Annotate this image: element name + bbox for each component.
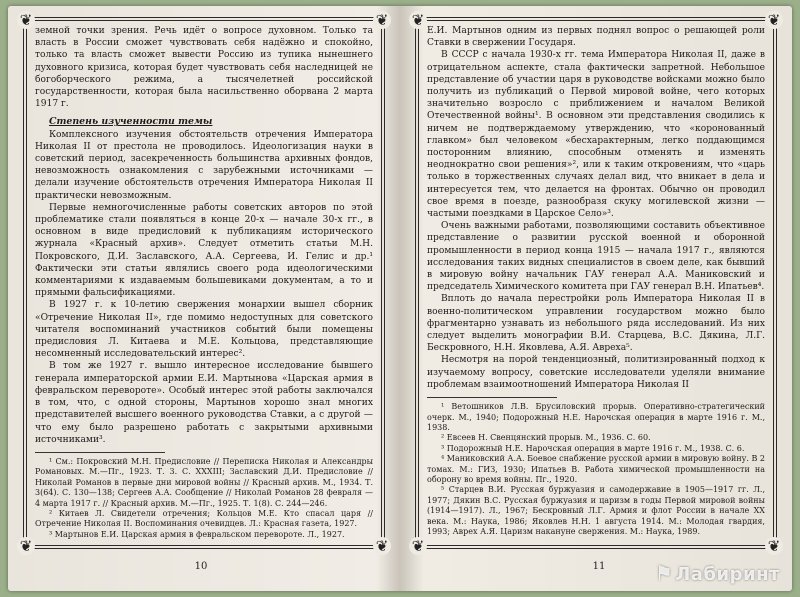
footnote: ² Китаев Л. Свидетели отречения; Кольцов М.Е. Кто спасал царя // Отречение Николая II. Воспоминания очевидцев. Л.: Красная газета, 1927. (35, 508, 373, 529)
paragraph: В СССР с начала 1930-х гг. тема Императора Николая II, даже в отрицательном аспекте, стала фактически запретной. Небольшое представление об участии царя в руководстве войсками можно было получить из публикаций о Первой мировой войне, чего которых значительно возросло с приближением и началом Великой Отечественной войны¹. В основном эти представления сводились к ничем не подтверждаемому утверждению, что «коронованный главком» был человеком «бесхарактерным, легко поддающимся посторонним влиянию, способным отменять и изменять неоднократно свои решения»², или к таким откровениям, что «царь только в торжественных случаях делал вид, что вникает в дела и интересуется тем, что делается на фронтах. Обычно он проводил свое время в поезде, разнообразя скуку могилевской жизни — частыми поездками в Царское Село»³. (427, 50, 765, 220)
page-number: 10 (194, 561, 208, 572)
paragraph: Комплексного изучения обстоятельств отречения Императора Николая II от престола не проводилось. Идеологизация науки в советский период, засекреченность большинства архивных фондов, невозможность ознакомления с зарубежными источниками — делали изучение обстоятельств отречения Императора Николая II практически невозможным. (35, 129, 373, 201)
footnote: ⁴ Маниковский А.А. Боевое снабжение русской армии в мировую войну. В 2 томах. М.: ГИЗ, 1930; Ипатьев В. Работа химической промышленности на оборону во время войны. Пг., 1920. (427, 454, 765, 484)
footnote: ¹ См.: Покровский М.Н. Предисловие // Переписка Николая и Александры Романовых. М.—Пг., 1923. Т. 3. С. XXXIII; Заславский Д.И. Предисловие // Николай Романов в первые дни мировой войны // Красный архив. М., 1934. Т. 3(64). С. 130—138; Сергеев А.А. Сообщение // Николай Романов 28 февраля — 4 марта 1917 г. // Красный архив. М.—Пг., 1925. Т. 1(8). С. 244—246. (35, 456, 373, 508)
page-frame (411, 11, 781, 555)
page-number: 11 (592, 561, 606, 572)
right-page (410, 12, 788, 584)
ornament-icon: ❦ (409, 537, 427, 555)
labyrinth-icon: ⚑ (654, 561, 674, 585)
left-page (12, 12, 390, 584)
paragraph: Очень важными работами, позволяющими составить объективное представление о развитии русской военной и оборонной промышленности в период конца 1915 — начала 1917 г., являются исследования таких видных специалистов в своем деле, как бывший в мировую войну начальник ГАУ генерал А.А. Маниковский и председатель Химического комитета при ГАУ генерал В.Н. Ипатьев⁴. (427, 221, 765, 293)
footnotes (35, 457, 373, 540)
ornament-icon: ❦ (373, 11, 391, 29)
footnote: ⁵ Старцев В.И. Русская буржуазия и самодержавие в 1905—1917 гг. Л., 1977; Дякин В.С. Русская буржуазия и царизм в годы Первой мировой войны (1914—1917). Л., 1967; Бескровный Л.Г. Армия и флот России в начале XX века. М.: Наука, 1986; Яковлев Н.Н. 1 августа 1914. М.: Молодая гвардия, 1993; Аврех А.Я. Царизм накануне свержения. М.: Наука, 1989. (427, 485, 765, 536)
ornament-icon: ❦ (373, 537, 391, 555)
ornament-icon: ❦ (765, 537, 783, 555)
ornament-icon: ❦ (765, 11, 783, 29)
watermark-text: Лабиринт (675, 564, 780, 585)
footnote-divider (427, 397, 557, 398)
footnote: ² Евсеев Н. Свенцянский прорыв. М., 1936. С. 60. (441, 433, 651, 443)
footnote: ¹ Ветошников Л.В. Брусиловский прорыв. Оперативно-стратегический очерк. М., 1940; Подорожный Н.Е. Нарочская операция в марте 1916 г. М., 1938. (427, 402, 765, 432)
ornament-icon: ❦ (17, 11, 35, 29)
ornament-icon: ❦ (409, 11, 427, 29)
paragraph: Вплоть до начала перестройки роль Императора Николая II в военно-политическом управлении государством можно было фрагментарно узнавать из небольшого ряда исследований. Из них следует выделить монографии В.И. Старцева, В.С. Дякина, Л.Г. Бескровного, Н.Н. Яковлева, А.Я. Авреха⁵. (427, 294, 765, 354)
open-book (8, 6, 792, 591)
footnote: ³ Мартынов Е.И. Царская армия в февральском перевороте. Л., 1927. (49, 529, 345, 539)
paragraph: земной точки зрения. Речь идёт о вопросе духовном. Только та власть в России сможет чувствовать себя надёжно и спокойно, только та власть сможет вывести Россию из тупика нынешнего духовного кризиса, которая будет чувствовать себя наследницей не богоборческого режима, а тысячелетней российской государственности, которая была насильственно оборвана 2 марта 1917 г. (35, 26, 373, 110)
page-frame (19, 11, 389, 555)
footnote: ³ Подорожный Н.Е. Нарочская операция в марте 1916 г. М., 1938. С. 6. (441, 443, 745, 453)
footnotes (427, 402, 765, 537)
section-heading: Степень изученности темы (49, 116, 213, 128)
watermark-logo (655, 561, 780, 585)
paragraph: Несмотря на порой тенденциозный, политизированный подход к изучаемому вопросу, советские исследователи уделяли внимание проблемам взаимоотношений Императора Николая II (427, 355, 765, 390)
paragraph: Е.И. Мартынов одним из первых поднял вопрос о решающей роли Ставки в свержении Государя. (427, 26, 765, 49)
paragraph: В 1927 г. к 10-летию свержения монархии вышел сборник «Отречение Николая II», где помимо недоступных для советского читателя воспоминаний участников событий были помещены предисловия Л. Китаева и М.Е. Кольцова, представляющие несомненный исследовательский интерес². (35, 300, 373, 360)
ornament-icon: ❦ (17, 537, 35, 555)
footnote-divider (35, 452, 165, 453)
paragraph: В том же 1927 г. вышло интересное исследование бывшего генерала императорской армии Е.И. Мартынова «Царская армия в февральском перевороте». Особый интерес этой работы заключался в том, что, с одной стороны, Мартынов хорошо знал многих представителей высшего военного руководства Ставки, а с другой — что ему было разрешено работать с закрытыми архивными источниками³. (35, 361, 373, 445)
paragraph: Первые немногочисленные работы советских авторов по этой проблематике стали появляться в конце 20-х — начале 30-х гг., в основном в виде предисловий к публикациям исторического журнала «Красный архив». Следует отметить статьи М.Н. Покровского, Д.И. Заславского, А.А. Сергеева, И. Гелис и др.¹ Фактически эти статьи являлись своего рода идеологическими комментариями к издаваемым большевиками документам, а то и прямыми фальсификациями. (35, 202, 373, 299)
